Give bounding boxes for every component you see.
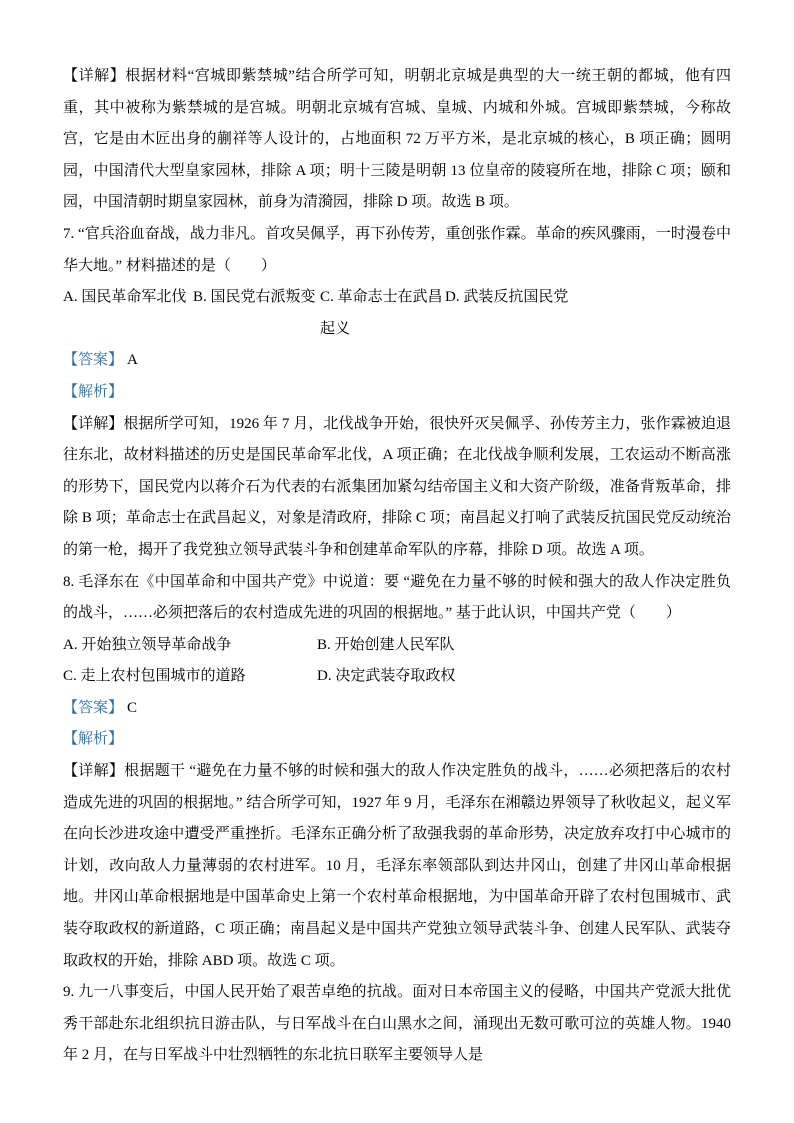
analysis-label: 【解析】 [63, 731, 124, 748]
q7-options [63, 282, 731, 345]
q6-detail-paragraph: 【详解】根据材料“宫城即紫禁城”结合所学可知，明朝北京城是典型的大一统王朝的都城，他有四重，其中被称为紫禁城的是宫城。明朝北京城有宫城、皇城、内城和外城。宫城即紫禁城，今称故宫，它是由木匠出身的蒯祥等人设计的，占地面积 72 万平方米，是北京城的核心，B 项正确；圆明园，中国清代大型皇家园林，排除 A 项；明十三陵是明朝 13 位皇帝的陵寝所在地，排除 C 项；颐和园，中国清朝时期皇家园林，前身为清漪园，排除 D 项。故选 B 项。 [63, 68, 731, 211]
q7-analysis-line [63, 377, 731, 409]
q8-detail-paragraph: 【详解】根据题干 “避免在力量不够的时候和强大的敌人作决定胜负的战斗，……必须把落后的农村造成先进的巩固的根据地。” 结合所学可知，1927 年 9 月，毛泽东在湘赣边界领导了秋收起义，起义军在向长沙进攻途中遭受严重挫折。毛泽东正确分析了敌强我弱的革命形势，决定放弃攻打中心城市的计划，改向敌人力量薄弱的农村进军。10 月，毛泽东率领部队到达井冈山，创建了井冈山革命根据地。井冈山革命根据地是中国革命史上第一个农村革命根据地，为中国革命开辟了农村包围城市、武装夺取政权的新道路，C 项正确；南昌起义是中国共产党独立领导武装斗争、创建人民军队、武装夺取政权的开始，排除 ABD 项。故选 C 项。 [63, 763, 731, 969]
q7-option-a: A. 国民革命军北伐 [63, 289, 187, 306]
q8-option-c: C. 走上农村包围城市的道路 [63, 668, 246, 685]
answer-label: 【答案】 [63, 352, 124, 369]
q7-detail-paragraph: 【详解】根据所学可知，1926 年 7 月，北伐战争开始，很快歼灭吴佩孚、孙传芳主力，张作霖被迫退往东北，故材料描述的历史是国民革命军北伐，A 项正确；在北伐战争顺利发展，工农运动不断高涨的形势下，国民党内以蒋介石为代表的右派集团加紧勾结帝国主义和大资产阶级，准备背叛革命，排除 B 项；革命志士在武昌起义，对象是清政府，排除 C 项；南昌起义打响了武装反抗国民党反动统治的第一枪，揭开了我党独立领导武装斗争和创建革命军队的序幕，排除 D 项。故选 A 项。 [63, 415, 731, 558]
q8-options [63, 630, 731, 693]
answer-label: 【答案】 [63, 699, 124, 716]
q7-option-b: B. 国民党右派叛变 [193, 289, 316, 306]
q7-answer-value: A [127, 352, 138, 369]
q8-stem: 8. 毛泽东在《中国革命和中国共产党》中说道：要 “避免在力量不够的时候和强大的敌人作决定胜负的战斗，……必须把落后的农村造成先进的巩固的根据地。” 基于此认识，中国共产党（ ） [63, 573, 731, 622]
q8-option-a: A. 开始独立领导革命战争 [63, 636, 232, 653]
q8-option-d: D. 决定武装夺取政权 [317, 668, 456, 685]
q9-stem: 9. 九一八事变后，中国人民开始了艰苦卓绝的抗战。面对日本帝国主义的侵略，中国共产党派大批优秀干部赴东北组织抗日游击队，与日军战斗在白山黑水之间，涌现出无数可歌可泣的英雄人物。1940 年 2 月，在与日军战斗中壮烈牺牲的东北抗日联军主要领导人是 [63, 984, 731, 1064]
q7-option-c: C. 革命志士在武昌起义 [320, 289, 443, 337]
q8-answer-value: C [127, 699, 138, 716]
q7-answer-line [63, 345, 731, 377]
q8-analysis-line [63, 724, 731, 756]
analysis-label: 【解析】 [63, 383, 124, 400]
q8-option-b: B. 开始创建人民军队 [317, 636, 455, 653]
q7-stem: 7. “官兵浴血奋战，战力非凡。首攻吴佩孚，再下孙传芳，重创张作霖。革命的疾风骤雨，一时漫卷中华大地。” 材料描述的是（ ） [63, 225, 731, 274]
q7-option-d: D. 武装反抗国民党 [445, 289, 569, 306]
q8-answer-line [63, 693, 731, 725]
